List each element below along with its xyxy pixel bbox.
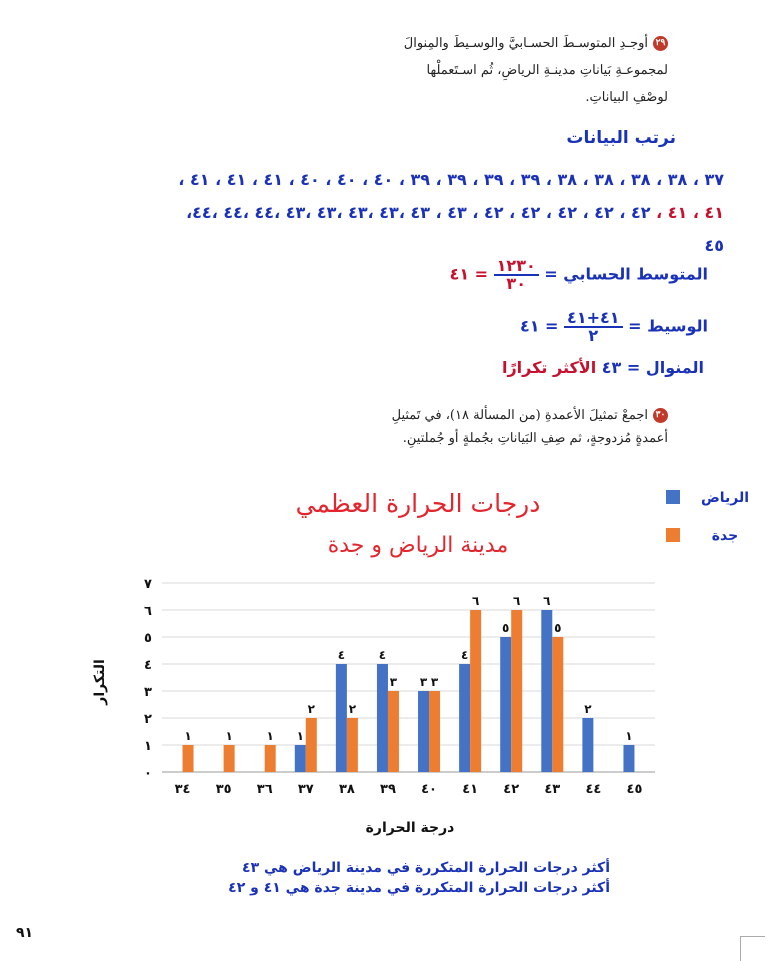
y-tick-label: ٥ — [144, 631, 152, 646]
conclusion — [228, 858, 610, 898]
bar-riyadh — [295, 745, 306, 772]
median-line — [520, 310, 708, 344]
data-label: ٣ — [419, 675, 428, 689]
y-tick-label: ١ — [144, 739, 152, 754]
y-tick-label: ٧ — [144, 577, 152, 592]
data-label: ٦ — [471, 594, 480, 608]
mode-note: الأكثر تكرارًا — [501, 358, 597, 377]
question-number-badge: ٢٩ — [653, 36, 668, 51]
data-label: ٢ — [584, 702, 592, 716]
x-tick-label: ٤٢ — [503, 782, 520, 797]
x-tick-label: ٣٦ — [256, 782, 273, 797]
x-tick-label: ٣٨ — [338, 782, 355, 797]
data-label: ١ — [625, 729, 633, 743]
data-label: ٦ — [513, 594, 521, 608]
mode-line — [502, 358, 704, 377]
bar-riyadh — [582, 718, 593, 772]
question-number-badge: ٣٠ — [653, 408, 668, 423]
conclusion-line2: أكثر درجات الحرارة المتكررة في مدينة جدة هي ٤١ و ٤٢ — [228, 880, 610, 896]
mode-label: المنوال = — [626, 358, 704, 377]
data-label: ٦ — [543, 594, 551, 608]
x-tick-label: ٣٧ — [297, 782, 314, 797]
median-result: = ٤١ — [519, 316, 559, 336]
y-tick-label: ٦ — [144, 604, 152, 619]
sorted-data-row2 — [24, 203, 724, 222]
question-29 — [268, 30, 668, 111]
temperature-bar-chart — [0, 470, 768, 850]
y-tick-label: ٢ — [144, 712, 152, 727]
y-tick-label: ٤ — [144, 658, 152, 673]
bar-jeddah — [306, 718, 317, 772]
y-tick-label: ٠ — [144, 766, 152, 781]
sorted-data-row1: ٣٧ ، ٣٨ ، ٣٨ ، ٣٨ ، ٣٨ ، ٣٩ ، ٣٩ ، ٣٩ ، ٣٩ ، ٤٠ ، ٤٠ ، ٤٠ ، ٤١ ، ٤١ ، ٤١ ، — [178, 170, 724, 189]
data-label: ١ — [296, 729, 304, 743]
data-label: ١ — [225, 729, 233, 743]
bar-jeddah — [388, 691, 399, 772]
median-fraction: $\frac{٤١+٤١}{٢}$ — [564, 310, 622, 344]
x-tick-label: ٤٠ — [421, 782, 437, 797]
page-number: ٩١ — [16, 925, 34, 941]
bar-riyadh — [623, 745, 634, 772]
page-corner-mark — [740, 936, 765, 961]
x-axis-label: درجة الحرارة — [365, 820, 455, 836]
bar-riyadh — [377, 664, 388, 772]
sorted-data-rest: ٤٢ ، ٤٢ ، ٤٢ ، ٤٢ ، ٤٢ ، ٤٣ ، ٤٣ ،٤٣ ،٤٣ ،٤٣ ،٤٣ ،٤٤ ،٤٤ ،٤٤، — [186, 203, 651, 222]
x-tick-label: ٤٥ — [626, 782, 643, 797]
y-axis-label: التكرار — [92, 659, 108, 705]
data-label: ٤ — [337, 648, 346, 662]
bar-riyadh — [541, 610, 552, 772]
question-30-line2: أعمدةٍ مُزدوجةٍ، ثم صِفِ البَياناتِ بجُملةٍ أو جُملتينِ. — [402, 431, 668, 446]
sort-heading: نرتب البيانات — [566, 128, 676, 148]
bar-jeddah — [429, 691, 440, 772]
data-label: ٤ — [460, 648, 469, 662]
bar-riyadh — [418, 691, 429, 772]
x-tick-label: ٤٣ — [544, 782, 561, 797]
question-30-line1: ٣٠اجمعْ تمثيلَ الأعمدةِ (من المسألة ١٨)، في تَمثيلِ — [238, 404, 668, 427]
bar-jeddah — [511, 610, 522, 772]
bar-riyadh — [336, 664, 347, 772]
x-tick-label: ٣٥ — [215, 782, 232, 797]
question-29-line1: ٢٩أوجـدِ المتوسـطَ الحسـابيَّ والوسـيطَ والمِنوالَ — [268, 30, 668, 57]
sorted-data-highlight: ٤١ ، ٤١ ، — [650, 203, 724, 222]
data-label: ١ — [266, 729, 274, 743]
x-tick-label: ٤١ — [462, 782, 479, 797]
y-tick-label: ٣ — [144, 685, 152, 700]
bar-jeddah — [347, 718, 358, 772]
legend-label: الرياض — [700, 490, 750, 506]
data-label: ٥ — [554, 621, 562, 635]
mean-fraction: $\frac{١٢٣٠}{٣٠}$ — [494, 258, 539, 292]
question-29-line3: لوصْفِ البياناتِ. — [585, 90, 668, 105]
bar-jeddah — [552, 637, 563, 772]
bar-jeddah — [224, 745, 235, 772]
data-label: ٥ — [502, 621, 510, 635]
legend-swatch-jeddah — [666, 528, 680, 542]
data-label: ٤ — [378, 648, 387, 662]
chart-title: درجات الحرارة العظمي — [295, 489, 541, 518]
bar-jeddah — [470, 610, 481, 772]
mode-value: ٤٣ — [601, 358, 622, 377]
data-label: ٢ — [348, 702, 357, 716]
question-29-line2: لمجموعـةِ بَياناتِ مدينـةِ الرياضِ، ثُم اسـتَعملْها — [426, 63, 668, 78]
data-label: ٣ — [430, 675, 439, 689]
x-tick-label: ٣٩ — [380, 782, 396, 797]
chart-subtitle: مدينة الرياض و جدة — [327, 533, 509, 558]
bar-riyadh — [459, 664, 470, 772]
data-label: ٢ — [307, 702, 315, 716]
sorted-data-row3: ٤٥ — [704, 236, 724, 255]
legend-label: جدة — [711, 528, 739, 544]
question-30 — [238, 404, 668, 450]
bar-jeddah — [265, 745, 276, 772]
x-tick-label: ٣٤ — [174, 782, 191, 797]
conclusion-line1: أكثر درجات الحرارة المتكررة في مدينة الرياض هي ٤٣ — [242, 860, 610, 876]
mean-result: = ٤١ — [449, 264, 489, 284]
data-label: ٣ — [389, 675, 398, 689]
bar-jeddah — [183, 745, 194, 772]
mean-line — [450, 258, 708, 292]
legend-swatch-riyadh — [666, 490, 680, 504]
bar-riyadh — [500, 637, 511, 772]
median-label: الوسيط = — [628, 316, 708, 336]
x-tick-label: ٤٤ — [585, 782, 602, 797]
mean-label: المتوسط الحسابي = — [544, 264, 708, 284]
data-label: ١ — [184, 729, 192, 743]
